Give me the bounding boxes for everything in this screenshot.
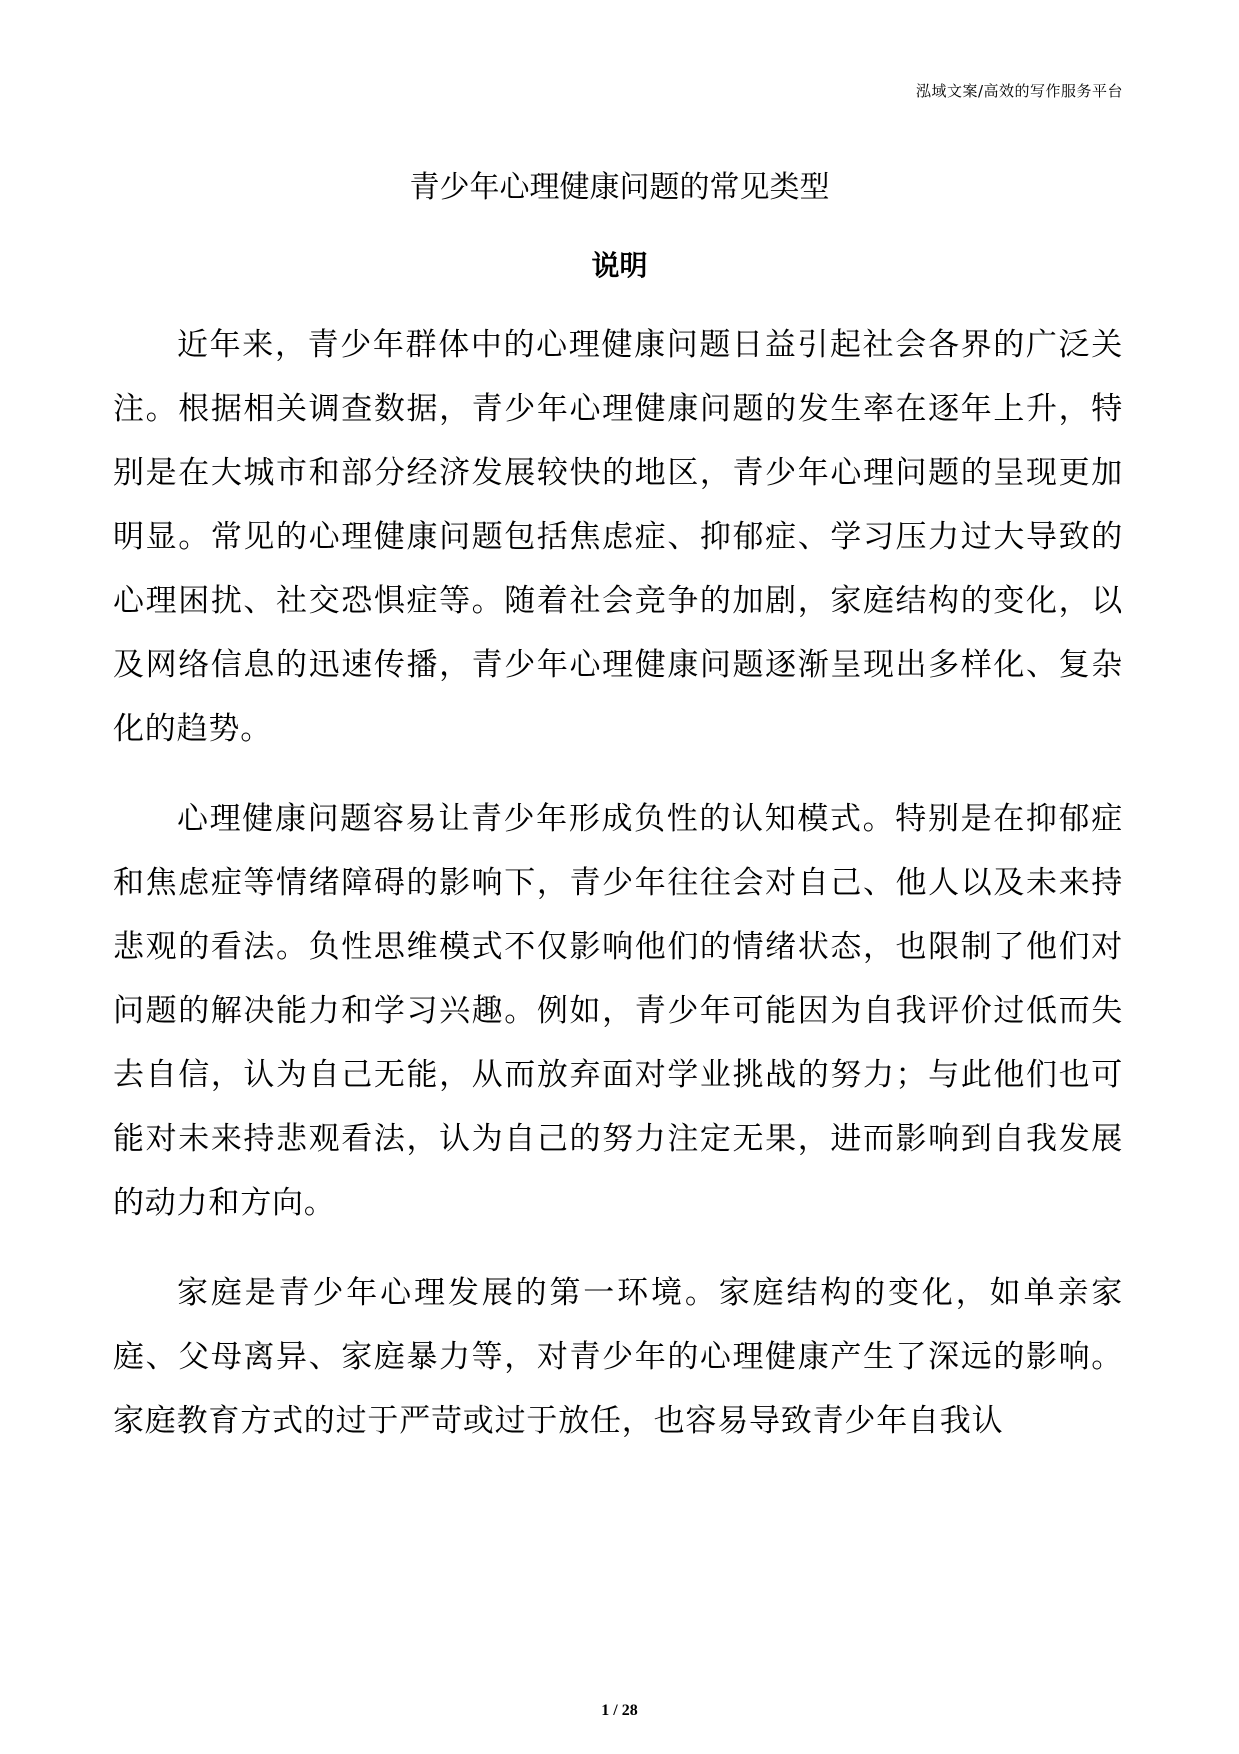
paragraph-3: 家庭是青少年心理发展的第一环境。家庭结构的变化，如单亲家庭、父母离异、家庭暴力等，对青少年的心理健康产生了深远的影响。家庭教育方式的过于严苛或过于放任，也容易导致青少年自我认 (113, 1275, 1123, 1439)
document-body (113, 313, 1123, 1479)
document-title: 青少年心理健康问题的常见类型 (409, 170, 830, 205)
document-subtitle: 说明 (591, 249, 648, 282)
page-number: 1 / 28 (601, 1702, 638, 1719)
paragraph-2: 心理健康问题容易让青少年形成负性的认知模式。特别是在抑郁症和焦虑症等情绪障碍的影响下，青少年往往会对自己、他人以及未来持悲观的看法。负性思维模式不仅影响他们的情绪状态，也限制了他们对问题的解决能力和学习兴趣。例如，青少年可能因为自我评价过低而失去自信，认为自己无能，从而放弃面对学业挑战的努力；与此他们也可能对未来持悲观看法，认为自己的努力注定无果，进而影响到自我发展的动力和方向。 (113, 801, 1123, 1221)
paragraph-1: 近年来，青少年群体中的心理健康问题日益引起社会各界的广泛关注。根据相关调查数据，青少年心理健康问题的发生率在逐年上升，特别是在大城市和部分经济发展较快的地区，青少年心理问题的呈现更加明显。常见的心理健康问题包括焦虑症、抑郁症、学习压力过大导致的心理困扰、社交恐惧症等。随着社会竞争的加剧，家庭结构的变化，以及网络信息的迅速传播，青少年心理健康问题逐渐呈现出多样化、复杂化的趋势。 (113, 327, 1123, 747)
page-header: 泓域文案/高效的写作服务平台 (915, 82, 1123, 100)
